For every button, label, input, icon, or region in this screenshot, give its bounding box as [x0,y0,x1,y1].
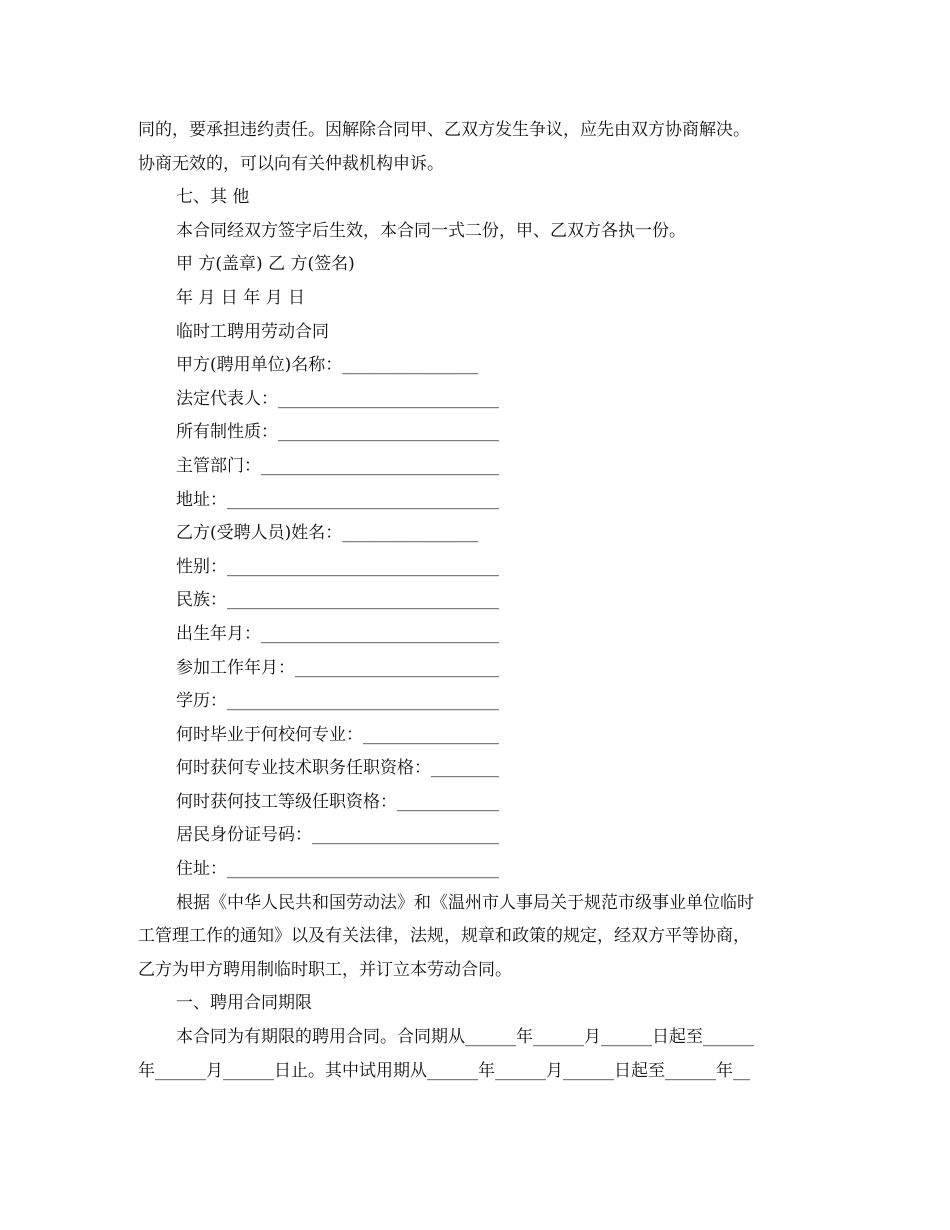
form-field-employee-name: 乙方(受聘人员)姓名：________________ [176,523,479,544]
form-field-department: 主管部门：____________________________ [176,455,499,476]
signature-labels: 甲 方(盖章) 乙 方(签名) [176,254,355,275]
form-field-graduation: 何时毕业于何校何专业：________________ [176,724,499,745]
form-field-birth-date: 出生年月：____________________________ [176,623,499,644]
form-field-address: 地址：________________________________ [176,489,499,510]
form-field-ownership: 所有制性质：__________________________ [176,422,499,443]
form-field-gender: 性别：________________________________ [176,556,499,577]
text-line: 根据《中华人民共和国劳动法》和《温州市人事局关于规范市级事业单位临时 [176,892,754,913]
section-heading: 七、其 他 [176,187,250,208]
text-line: 年______月______日止。其中试用期从______年______月______日起至______年__ [138,1060,750,1081]
document-body [138,114,818,1088]
form-field-employer-name: 甲方(聘用单位)名称：________________ [176,355,479,376]
form-field-residence: 住址：________________________________ [176,859,499,880]
text-line: 本合同经双方签字后生效，本合同一式二份，甲、乙双方各执一份。 [176,220,686,241]
text-line: 工管理工作的通知》以及有关法律，法规，规章和政策的规定，经双方平等协商， [138,926,750,947]
form-field-ethnicity: 民族：________________________________ [176,590,499,611]
section-heading: 一、聘用合同期限 [176,993,312,1014]
form-field-professional-title: 何时获何专业技术职务任职资格：________ [176,758,499,779]
form-field-work-start: 参加工作年月：________________________ [176,657,499,678]
form-field-education: 学历：________________________________ [176,691,499,712]
date-labels: 年 月 日 年 月 日 [176,287,306,308]
text-line: 本合同为有期限的聘用合同。合同期从______年______月______日起至______ [176,1027,754,1048]
text-line: 协商无效的，可以向有关仲裁机构申诉。 [138,153,444,174]
form-field-technical-grade: 何时获何技工等级任职资格：____________ [176,791,499,812]
text-line: 乙方为甲方聘用制临时职工，并订立本劳动合同。 [138,959,512,980]
form-field-legal-representative: 法定代表人：__________________________ [176,388,499,409]
text-line: 同的，要承担违约责任。因解除合同甲、乙双方发生争议，应先由双方协商解决。 [138,120,750,140]
document-title: 临时工聘用劳动合同 [176,321,329,342]
form-field-id-number: 居民身份证号码：______________________ [176,825,499,846]
